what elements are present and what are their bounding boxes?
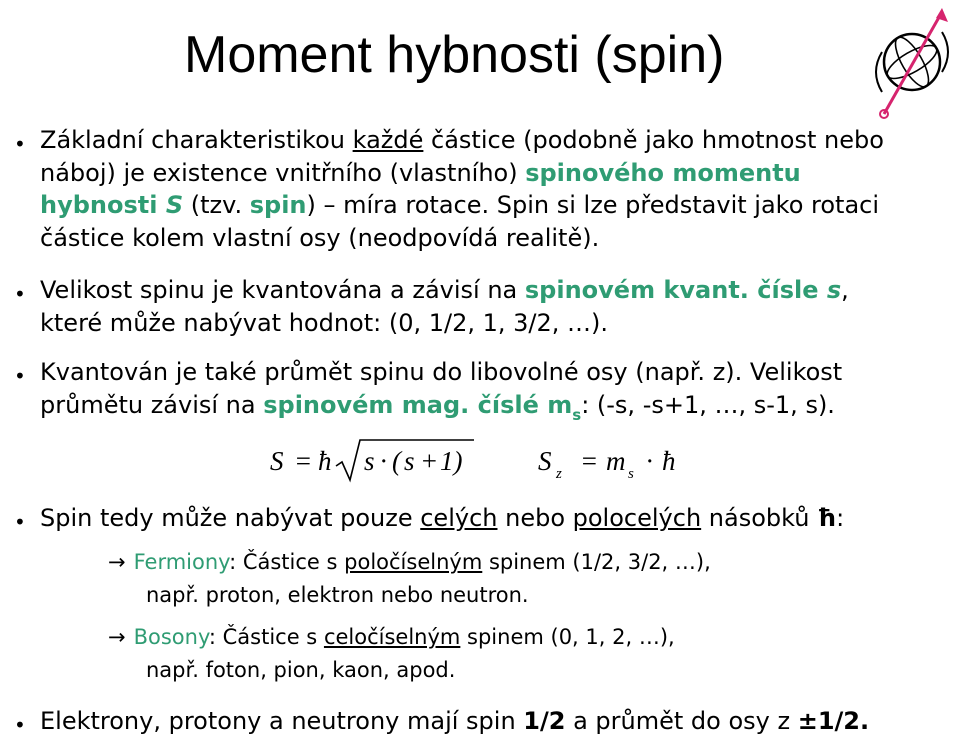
bullet-icon: •	[14, 364, 26, 388]
text-line: které může nabývat hodnot: (0, 1/2, 1, 3/2, …).	[40, 308, 609, 337]
text-line: Kvantován je také průmět spinu do libovolné osy (např. z). Velikost	[40, 358, 843, 386]
arrow-right-icon: →	[108, 625, 126, 649]
text-line: Velikost spinu je kvantována a závisí na spinovém kvant. čísle s,	[40, 276, 849, 304]
formula-spin-projection	[536, 436, 686, 486]
bosons-examples: např. foton, pion, kaon, apod.	[146, 658, 456, 682]
bullet-icon: •	[14, 510, 26, 534]
bullet-paragraph-3	[40, 356, 842, 424]
fermions-item: → Fermiony: Částice s poločíselným spinem (1/2, 3/2, …),	[108, 550, 711, 574]
bullet-paragraph-4	[40, 502, 844, 535]
svg-text:S: S	[270, 446, 284, 476]
bosons-item: → Bosony: Částice s celočíselným spinem (0, 1, 2, …),	[108, 625, 675, 649]
svg-text:+: +	[420, 446, 439, 476]
svg-text:1): 1)	[440, 446, 463, 476]
svg-text:ħ: ħ	[318, 446, 332, 476]
text-line: částice kolem vlastní osy (neodpovídá realitě).	[40, 223, 600, 252]
svg-text:s: s	[404, 446, 415, 476]
bullet-paragraph-2	[40, 274, 849, 339]
arrow-right-icon: →	[108, 550, 126, 574]
fermions-term: Fermiony	[133, 550, 230, 574]
bullet-paragraph-1	[40, 124, 884, 254]
svg-text:=: =	[294, 446, 313, 476]
svg-text:·: ·	[380, 446, 387, 476]
spinning-particle-icon	[862, 6, 954, 122]
page-title: Moment hybnosti (spin)	[184, 26, 725, 84]
formula-spin-magnitude	[268, 436, 478, 486]
bullet-icon: •	[14, 713, 26, 737]
text-line: Elektrony, protony a neutrony mají spin 1/2 a průmět do osy z ±1/2.	[40, 707, 870, 735]
text-line: průmětu závisí na spinovém mag. číslé $m_s$: (-s, -s+1, …, s-1, s).	[40, 390, 835, 424]
svg-text:s: s	[364, 446, 375, 476]
svg-text:m: m	[606, 446, 626, 476]
bullet-icon: •	[14, 282, 26, 306]
svg-text:ħ: ħ	[662, 446, 676, 476]
fermions-examples: např. proton, elektron nebo neutron.	[146, 583, 529, 607]
text-line: hybnosti S (tzv. spin) – míra rotace. Spin si lze představit jako rotaci	[40, 191, 880, 219]
svg-text:S: S	[538, 446, 552, 476]
bullet-icon: •	[14, 132, 26, 156]
svg-text:=: =	[580, 446, 599, 476]
svg-text:s: s	[628, 466, 634, 482]
svg-text:·: ·	[646, 446, 653, 476]
text-line: Základní charakteristikou každé částice (podobně jako hmotnost nebo	[40, 126, 884, 154]
text-line: Spin tedy může nabývat pouze celých nebo polocelých násobků ħ:	[40, 504, 845, 532]
text-line: náboj) je existence vnitřního (vlastního) spinového momentu	[40, 158, 801, 187]
svg-text:(: (	[392, 446, 401, 476]
svg-text:z: z	[556, 466, 562, 482]
bosons-term: Bosony	[133, 625, 209, 649]
bullet-paragraph-5	[40, 705, 869, 738]
